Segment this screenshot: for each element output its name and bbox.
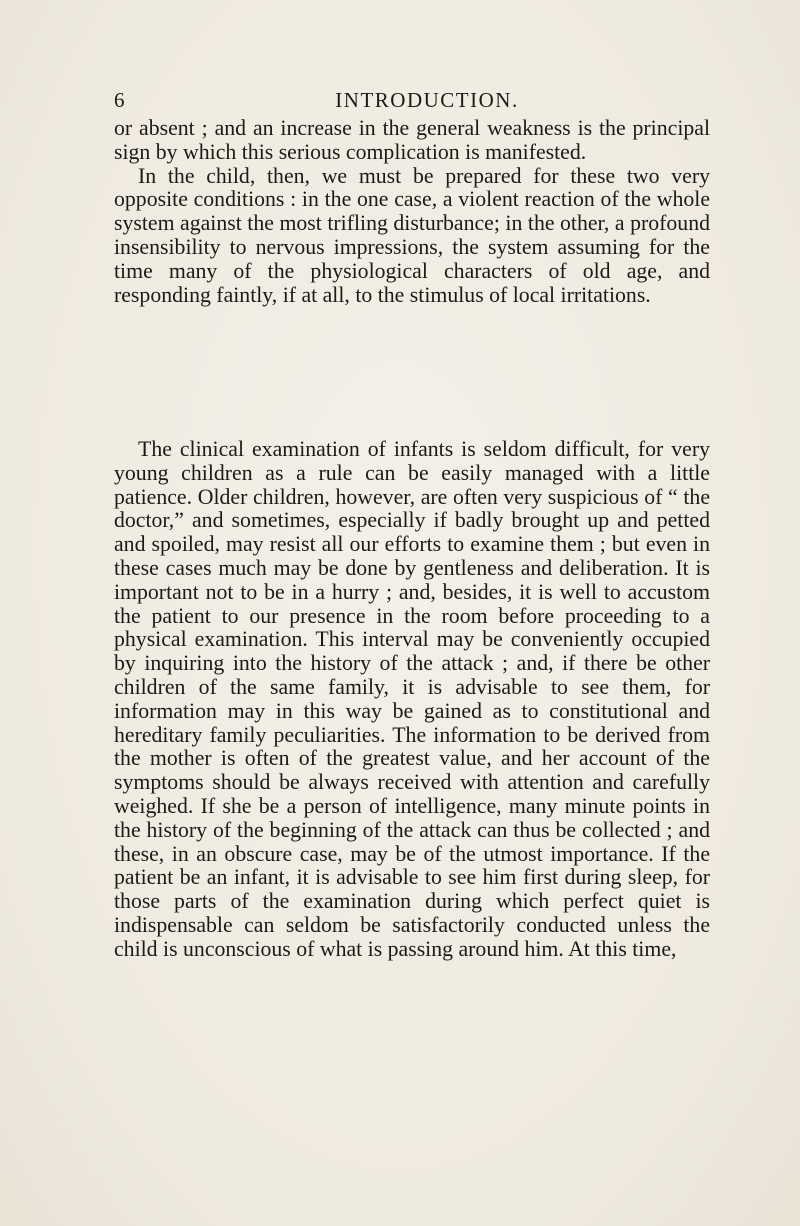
- text-block-top: [114, 117, 710, 307]
- paragraph-clinical-examination: The clinical examination of infants is seldom difficult, for very young children as a rule can be easily managed with a little patience. Older children, however, are often very suspicious of “ the doctor,” and sometimes, especially if badly brought up and petted and spoiled, may resist all our efforts to examine them ; but even in these cases much may be done by gentleness and deliberation. It is important not to be in a hurry ; and, besides, it is well to accustom the patient to our presence in the room before proceeding to a physical examination. This interval may be conveniently occupied by inquiring into the history of the attack ; and, if there be other children of the same family, it is advisable to see them, for information may in this way be gained as to constitutional and hereditary family peculiarities. The information to be derived from the mother is often of the greatest value, and her account of the symptoms should be always received with attention and carefully weighed. If she be a person of intelligence, many minute points in the history of the beginning of the attack can thus be collected ; and these, in an obscure case, may be of the utmost importance. If the patient be an infant, it is advisable to see him first during sleep, for those parts of the examination during which perfect quiet is indispensable can seldom be satisfactorily conducted unless the child is unconscious of what is passing around him. At this time,: [114, 437, 710, 961]
- paragraph-continuation: or absent ; and an increase in the general weakness is the principal sign by which this serious complication is manifested.: [114, 116, 710, 164]
- text-block-bottom: [114, 438, 710, 962]
- paragraph-opposite-conditions: In the child, then, we must be prepared for these two very opposite conditions : in the one case, a violent reaction of the whole system against the most trifling disturbance; in the other, a profound insensibility to nervous impressions, the system assuming for the time many of the physiological characters of old age, and responding faintly, if at all, to the stimulus of local irritations.: [114, 163, 710, 307]
- page-number: 6: [114, 88, 126, 112]
- page-header: [114, 88, 710, 114]
- running-head: INTRODUCTION.: [335, 88, 519, 112]
